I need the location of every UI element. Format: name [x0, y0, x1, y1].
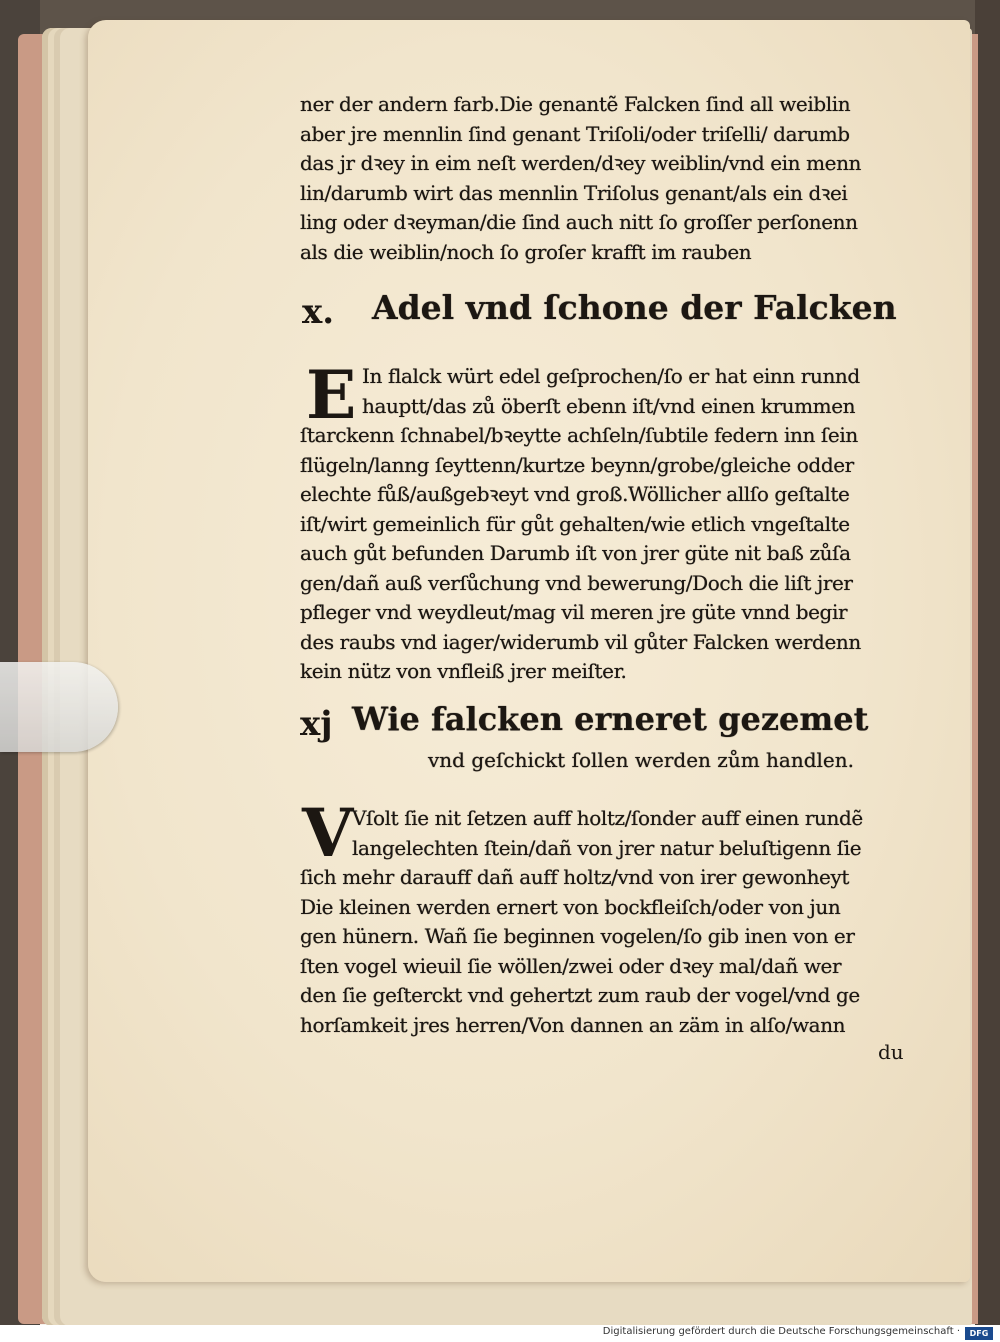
scan-background-right: [975, 0, 1000, 1325]
text-line: Vſolt ſie nit ſetzen auff holtz/ſonder auff einen rundẽ: [352, 806, 863, 830]
text-line: ner der andern farb.Die genantẽ Falcken ſind all weiblin: [300, 92, 851, 116]
chapter-numeral-xi: xj: [300, 704, 333, 744]
section-xi-lines-indented: [352, 804, 863, 863]
text-line: pfleger vnd weydleut/mag vil meren jre güte vnnd begir: [300, 600, 848, 624]
chapter-heading-x: Adel vnd ſchone der Falcken: [372, 288, 897, 327]
catchword: du: [878, 1040, 904, 1064]
text-line: hauptt/das zů öberſt ebenn iſt/vnd einen krummen: [362, 393, 856, 418]
text-line: den ſie geſterckt vnd gehertzt zum raub der vogel/vnd ge: [300, 983, 860, 1007]
text-line: Die kleinen werden ernert von bockfleiſch/oder von jun: [300, 894, 841, 919]
section-x-lines-indented: [362, 362, 860, 421]
section-x-lines: [300, 421, 861, 687]
initial-letter-v: V: [302, 794, 354, 872]
text-line: auch gůt befunden Darumb iſt von jrer güte nit baß zůſa: [300, 541, 851, 565]
text-line: aber jre mennlin ſind genant Triſoli/oder triſelli/ darumb: [300, 121, 850, 146]
top-text-block: [300, 90, 861, 267]
text-line: langelechten ſtein/dañ von jrer natur beluſtigenn ſie: [352, 835, 862, 860]
chapter-numeral-x: x.: [302, 292, 335, 332]
dfg-logo: DFG: [965, 1327, 993, 1340]
text-line: ling oder dꝛeyman/die ſind auch nitt ſo groſſer perſonenn: [300, 210, 858, 234]
initial-letter-e: E: [306, 356, 357, 434]
text-line: des raubs vnd iager/widerumb vil gůter Falcken werdenn: [300, 629, 861, 654]
page-clip: [0, 662, 118, 752]
text-line: iſt/wirt gemeinlich für gůt gehalten/wie etlich vngeſtalte: [300, 511, 850, 536]
text-line: als die weiblin/noch ſo groſer krafft im rauben: [300, 239, 752, 264]
chapter-heading-xi: Wie falcken erneret gezemet: [352, 700, 869, 738]
text-line: gen/dañ auß verſůchung vnd bewerung/Doch die liſt jrer: [300, 570, 853, 595]
text-line: ſich mehr darauff dañ auff holtz/vnd von irer gewonheyt: [300, 865, 850, 889]
chapter-subheading-xi: vnd geſchickt ſollen werden zům handlen.: [428, 748, 854, 772]
section-xi-lines: [300, 863, 860, 1040]
text-line: ſtarckenn ſchnabel/bꝛeytte achſeln/ſubtile federn inn ſein: [300, 423, 858, 447]
digitization-credit: Digitalisierung gefördert durch die Deutsche Forschungsgemeinschaft ·: [602, 1326, 960, 1337]
text-line: In flalck würt edel geſprochen/ſo er hat einn runnd: [362, 364, 860, 388]
text-line: kein nütz von vnfleiß jrer meiſter.: [300, 659, 627, 683]
text-line: das jr dꝛey in eim neſt werden/dꝛey weiblin/vnd ein menn: [300, 151, 862, 175]
text-line: lin/darumb wirt das mennlin Triſolus genant/als ein dꝛei: [300, 180, 848, 205]
text-line: horſamkeit jres herren/Von dannen an zäm in alſo/wann: [300, 1012, 846, 1037]
text-line: elechte fůß/außgebꝛeyt vnd groß.Wöllicher allſo geſtalte: [300, 482, 850, 506]
text-line: gen hünern. Wañ ſie beginnen vogelen/ſo gib inen von er: [300, 924, 855, 948]
text-line: flügeln/lanng ſeyttenn/kurtze beynn/grobe/gleiche odder: [300, 452, 854, 477]
text-line: ſten vogel wieuil ſie wöllen/zwei oder dꝛey mal/dañ wer: [300, 953, 842, 978]
